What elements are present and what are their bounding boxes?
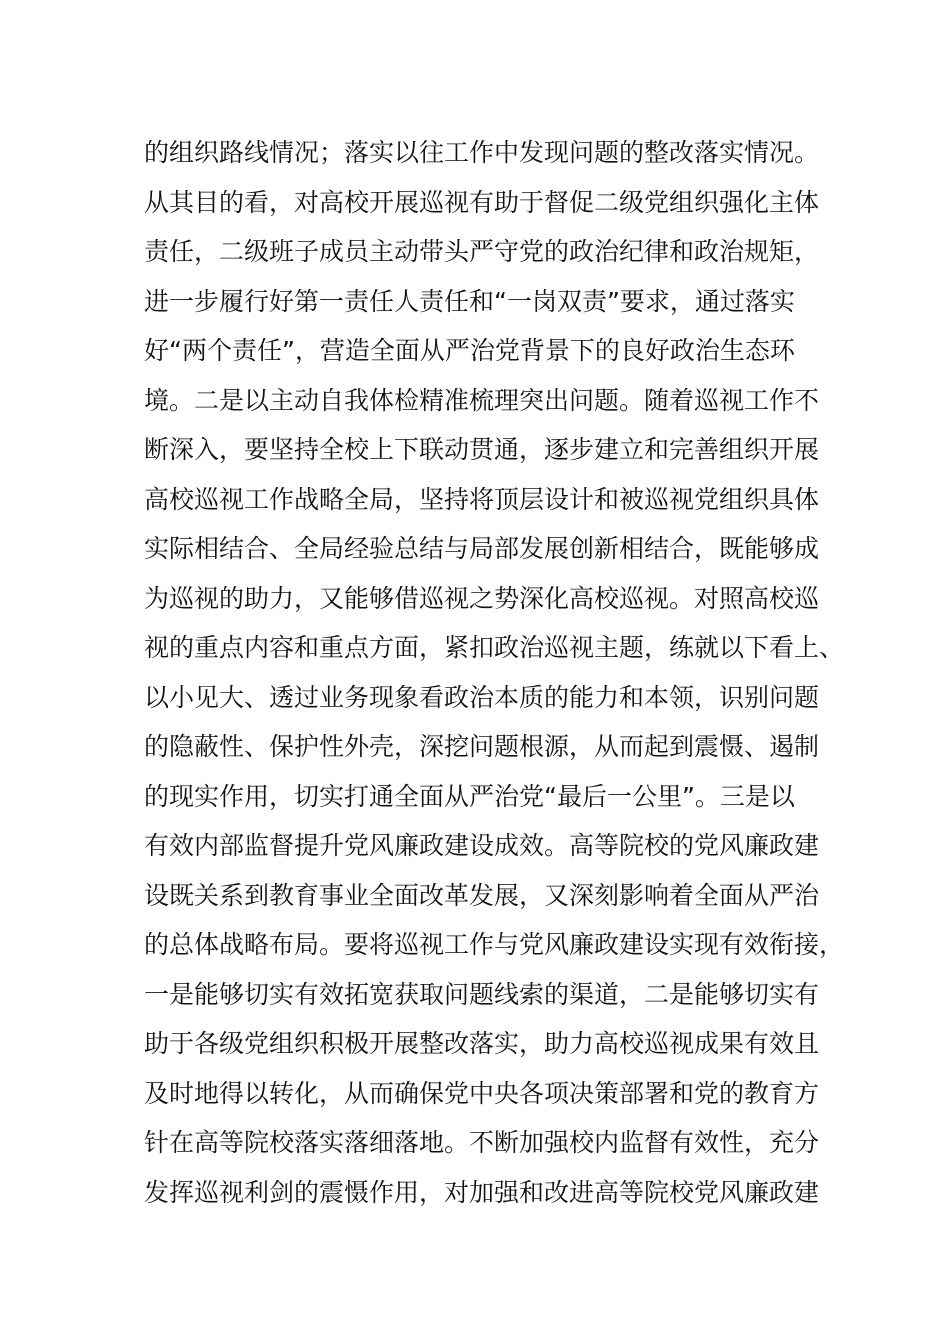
text-line-6: 境。二是以主动自我体检精准梳理突出问题。随着巡视工作不: [144, 385, 820, 415]
text-line-22: 发挥巡视利剑的震慑作用，对加强和改进高等院校党风廉政建: [144, 1177, 820, 1207]
text-line-10: 为巡视的助力，又能够借巡视之势深化高校巡视。对照高校巡: [144, 583, 820, 613]
text-line-13: 的隐蔽性、保护性外壳，深挖问题根源，从而起到震慑、遏制: [144, 732, 820, 761]
text-line-4: 进一步履行好第一责任人责任和“一岗双责”要求，通过落实: [144, 286, 795, 316]
text-line-16: 设既关系到教育事业全面改革发展，又深刻影响着全面从严治: [144, 880, 820, 910]
text-line-11: 视的重点内容和重点方面，紧扣政治巡视主题，练就以下看上、: [144, 633, 845, 662]
text-line-2: 从其目的看，对高校开展巡视有助于督促二级党组织强化主体: [144, 187, 820, 217]
text-line-7: 断深入，要坚持全校上下联动贯通，逐步建立和完善组织开展: [144, 435, 820, 464]
text-line-1: 的组织路线情况；落实以往工作中发现问题的整改落实情况。: [144, 138, 820, 167]
text-line-12: 以小见大、透过业务现象看政治本质的能力和本领，识别问题: [144, 682, 820, 712]
text-line-18: 一是能够切实有效拓宽获取问题线索的渠道，二是能够切实有: [144, 979, 820, 1009]
text-line-9: 实际相结合、全局经验总结与局部发展创新相结合，既能够成: [144, 534, 820, 563]
text-line-3: 责任，二级班子成员主动带头严守党的政治纪律和政治规矩，: [144, 237, 820, 266]
text-line-14: 的现实作用，切实打通全面从严治党“最后一公里”。三是以: [144, 781, 795, 811]
text-line-17: 的总体战略布局。要将巡视工作与党风廉政建设实现有效衔接，: [144, 930, 845, 959]
text-line-8: 高校巡视工作战略全局，坚持将顶层设计和被巡视党组织具体: [144, 484, 820, 514]
body-text: [144, 128, 845, 1217]
text-line-21: 针在高等院校落实落细落地。不断加强校内监督有效性，充分: [144, 1128, 820, 1157]
text-line-5: 好“两个责任”，营造全面从严治党背景下的良好政治生态环: [144, 336, 795, 365]
text-line-20: 及时地得以转化，从而确保党中央各项决策部署和党的教育方: [144, 1078, 820, 1108]
text-line-15: 有效内部监督提升党风廉政建设成效。高等院校的党风廉政建: [144, 831, 820, 860]
text-line-19: 助于各级党组织积极开展整改落实，助力高校巡视成果有效且: [144, 1029, 820, 1058]
